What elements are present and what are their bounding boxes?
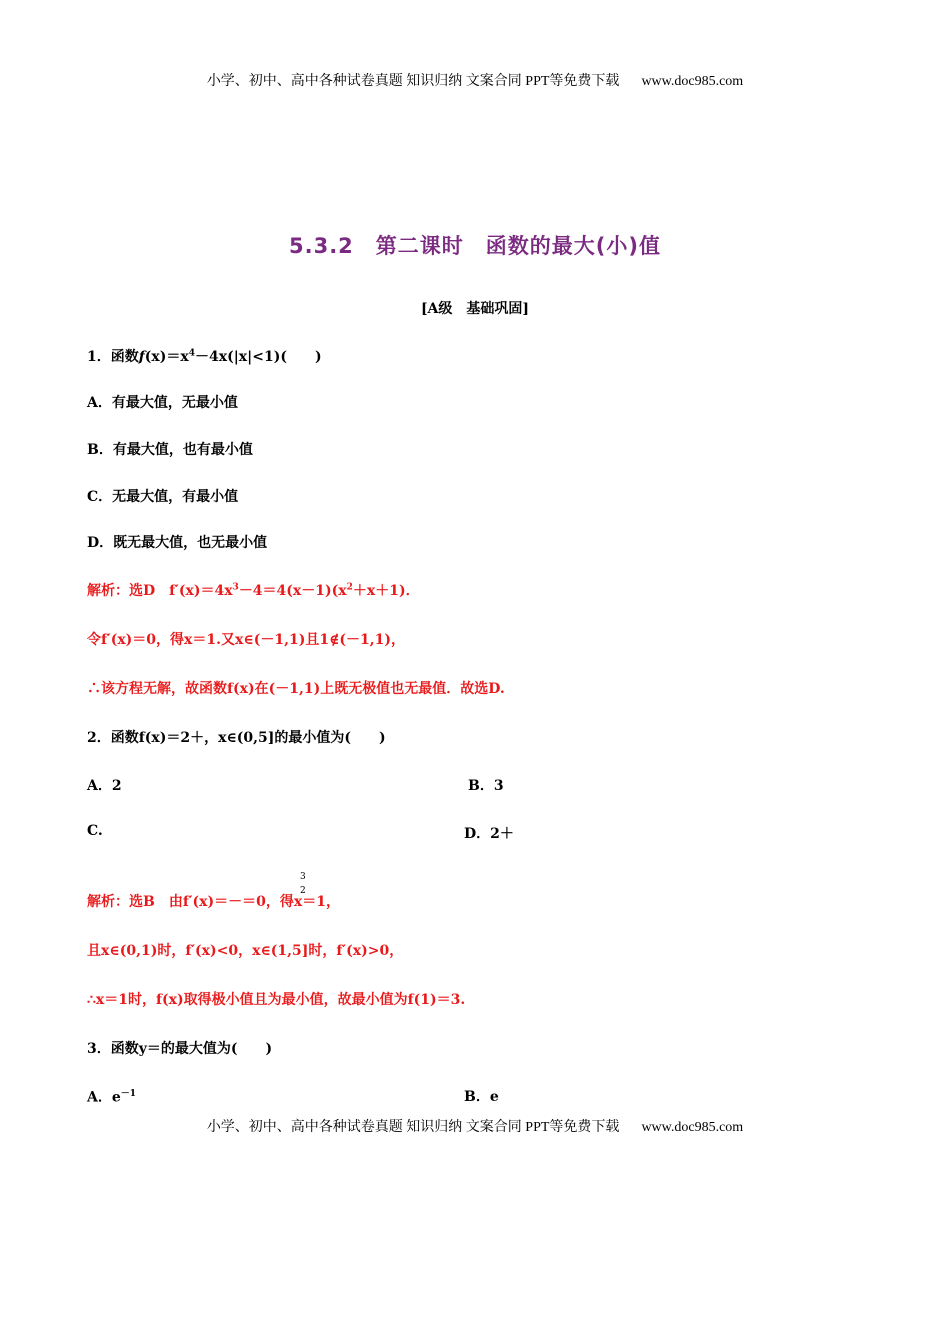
q1-option-d: D．既无最大值，也无最小值 bbox=[87, 535, 268, 551]
q1-solution-2: 令f′(x)＝0，得x＝1.又x∈(－1,1)且1∉(－1,1)， bbox=[87, 632, 406, 648]
q2-solution-1: 解析：选B 由f′(x)＝－＝0，得x＝1， bbox=[87, 894, 340, 910]
footer-text: 小学、初中、高中各种试卷真题 知识归纳 文案合同 PPT等免费下载 bbox=[206, 1120, 620, 1135]
q1-f: f bbox=[138, 349, 145, 365]
q1-option-c: C．无最大值，有最小值 bbox=[87, 489, 239, 505]
q1-stem bbox=[87, 346, 322, 366]
q1-rest: －4x(|x|<1)( ) bbox=[195, 349, 322, 365]
q2-solution-3: ∴x＝1时，f(x)取得极小值且为最小值，故最小值为f(1)＝3. bbox=[87, 992, 466, 1008]
footer-url[interactable]: www.doc985.com bbox=[641, 1120, 744, 1135]
section-subtitle: [A级 基础巩固] bbox=[420, 301, 530, 317]
q3-option-a-exp: －1 bbox=[120, 1089, 137, 1099]
q3-option-a bbox=[87, 1086, 136, 1107]
q2-frac-bot: 2 bbox=[300, 886, 306, 896]
header-url[interactable]: www.doc985.com bbox=[641, 74, 744, 89]
q1-solution-3: ∴该方程无解，故函数f(x)在(－1,1)上既无极值也无最值．故选D. bbox=[87, 681, 505, 697]
q1-x1: (x)＝x bbox=[144, 349, 189, 365]
q1-solution-1 bbox=[87, 580, 420, 600]
q2-stem: 2．函数f(x)＝2＋，x∈(0,5]的最小值为( ) bbox=[87, 730, 386, 746]
page-title: 5.3.2 第二课时 函数的最大(小)值 bbox=[289, 234, 661, 258]
q1-sol1b: －4＝4(x－1)(x bbox=[238, 583, 347, 599]
q2-option-a: A．2 bbox=[87, 778, 122, 794]
q1-num: 1．函数 bbox=[87, 349, 139, 365]
page-header bbox=[0, 70, 950, 90]
q3-stem: 3．函数y＝的最大值为( ) bbox=[87, 1041, 273, 1057]
q2-option-d: D．2＋ bbox=[464, 826, 514, 842]
q3-option-b: B．e bbox=[464, 1089, 499, 1105]
page-footer bbox=[0, 1116, 950, 1136]
q1-sol1exp2: 2 bbox=[346, 582, 353, 593]
q1-sol1c: ＋x＋1)． bbox=[352, 583, 420, 599]
q2-option-c: C. bbox=[87, 823, 103, 839]
q1-sol1exp: 3 bbox=[232, 582, 239, 593]
q1-sol1a: 解析：选D f′(x)＝4x bbox=[87, 583, 233, 599]
q2-solution-2: 且x∈(0,1)时，f′(x)<0，x∈(1,5]时，f′(x)>0， bbox=[87, 943, 404, 959]
q1-exp: 4 bbox=[188, 348, 195, 359]
q1-option-a: A．有最大值，无最小值 bbox=[87, 395, 238, 411]
header-text: 小学、初中、高中各种试卷真题 知识归纳 文案合同 PPT等免费下载 bbox=[206, 74, 620, 89]
q2-option-b: B．3 bbox=[468, 778, 504, 794]
q3-option-a-text: A．e bbox=[87, 1089, 121, 1106]
q1-option-b: B．有最大值，也有最小值 bbox=[87, 442, 253, 458]
q2-frac-top: 3 bbox=[300, 872, 306, 882]
